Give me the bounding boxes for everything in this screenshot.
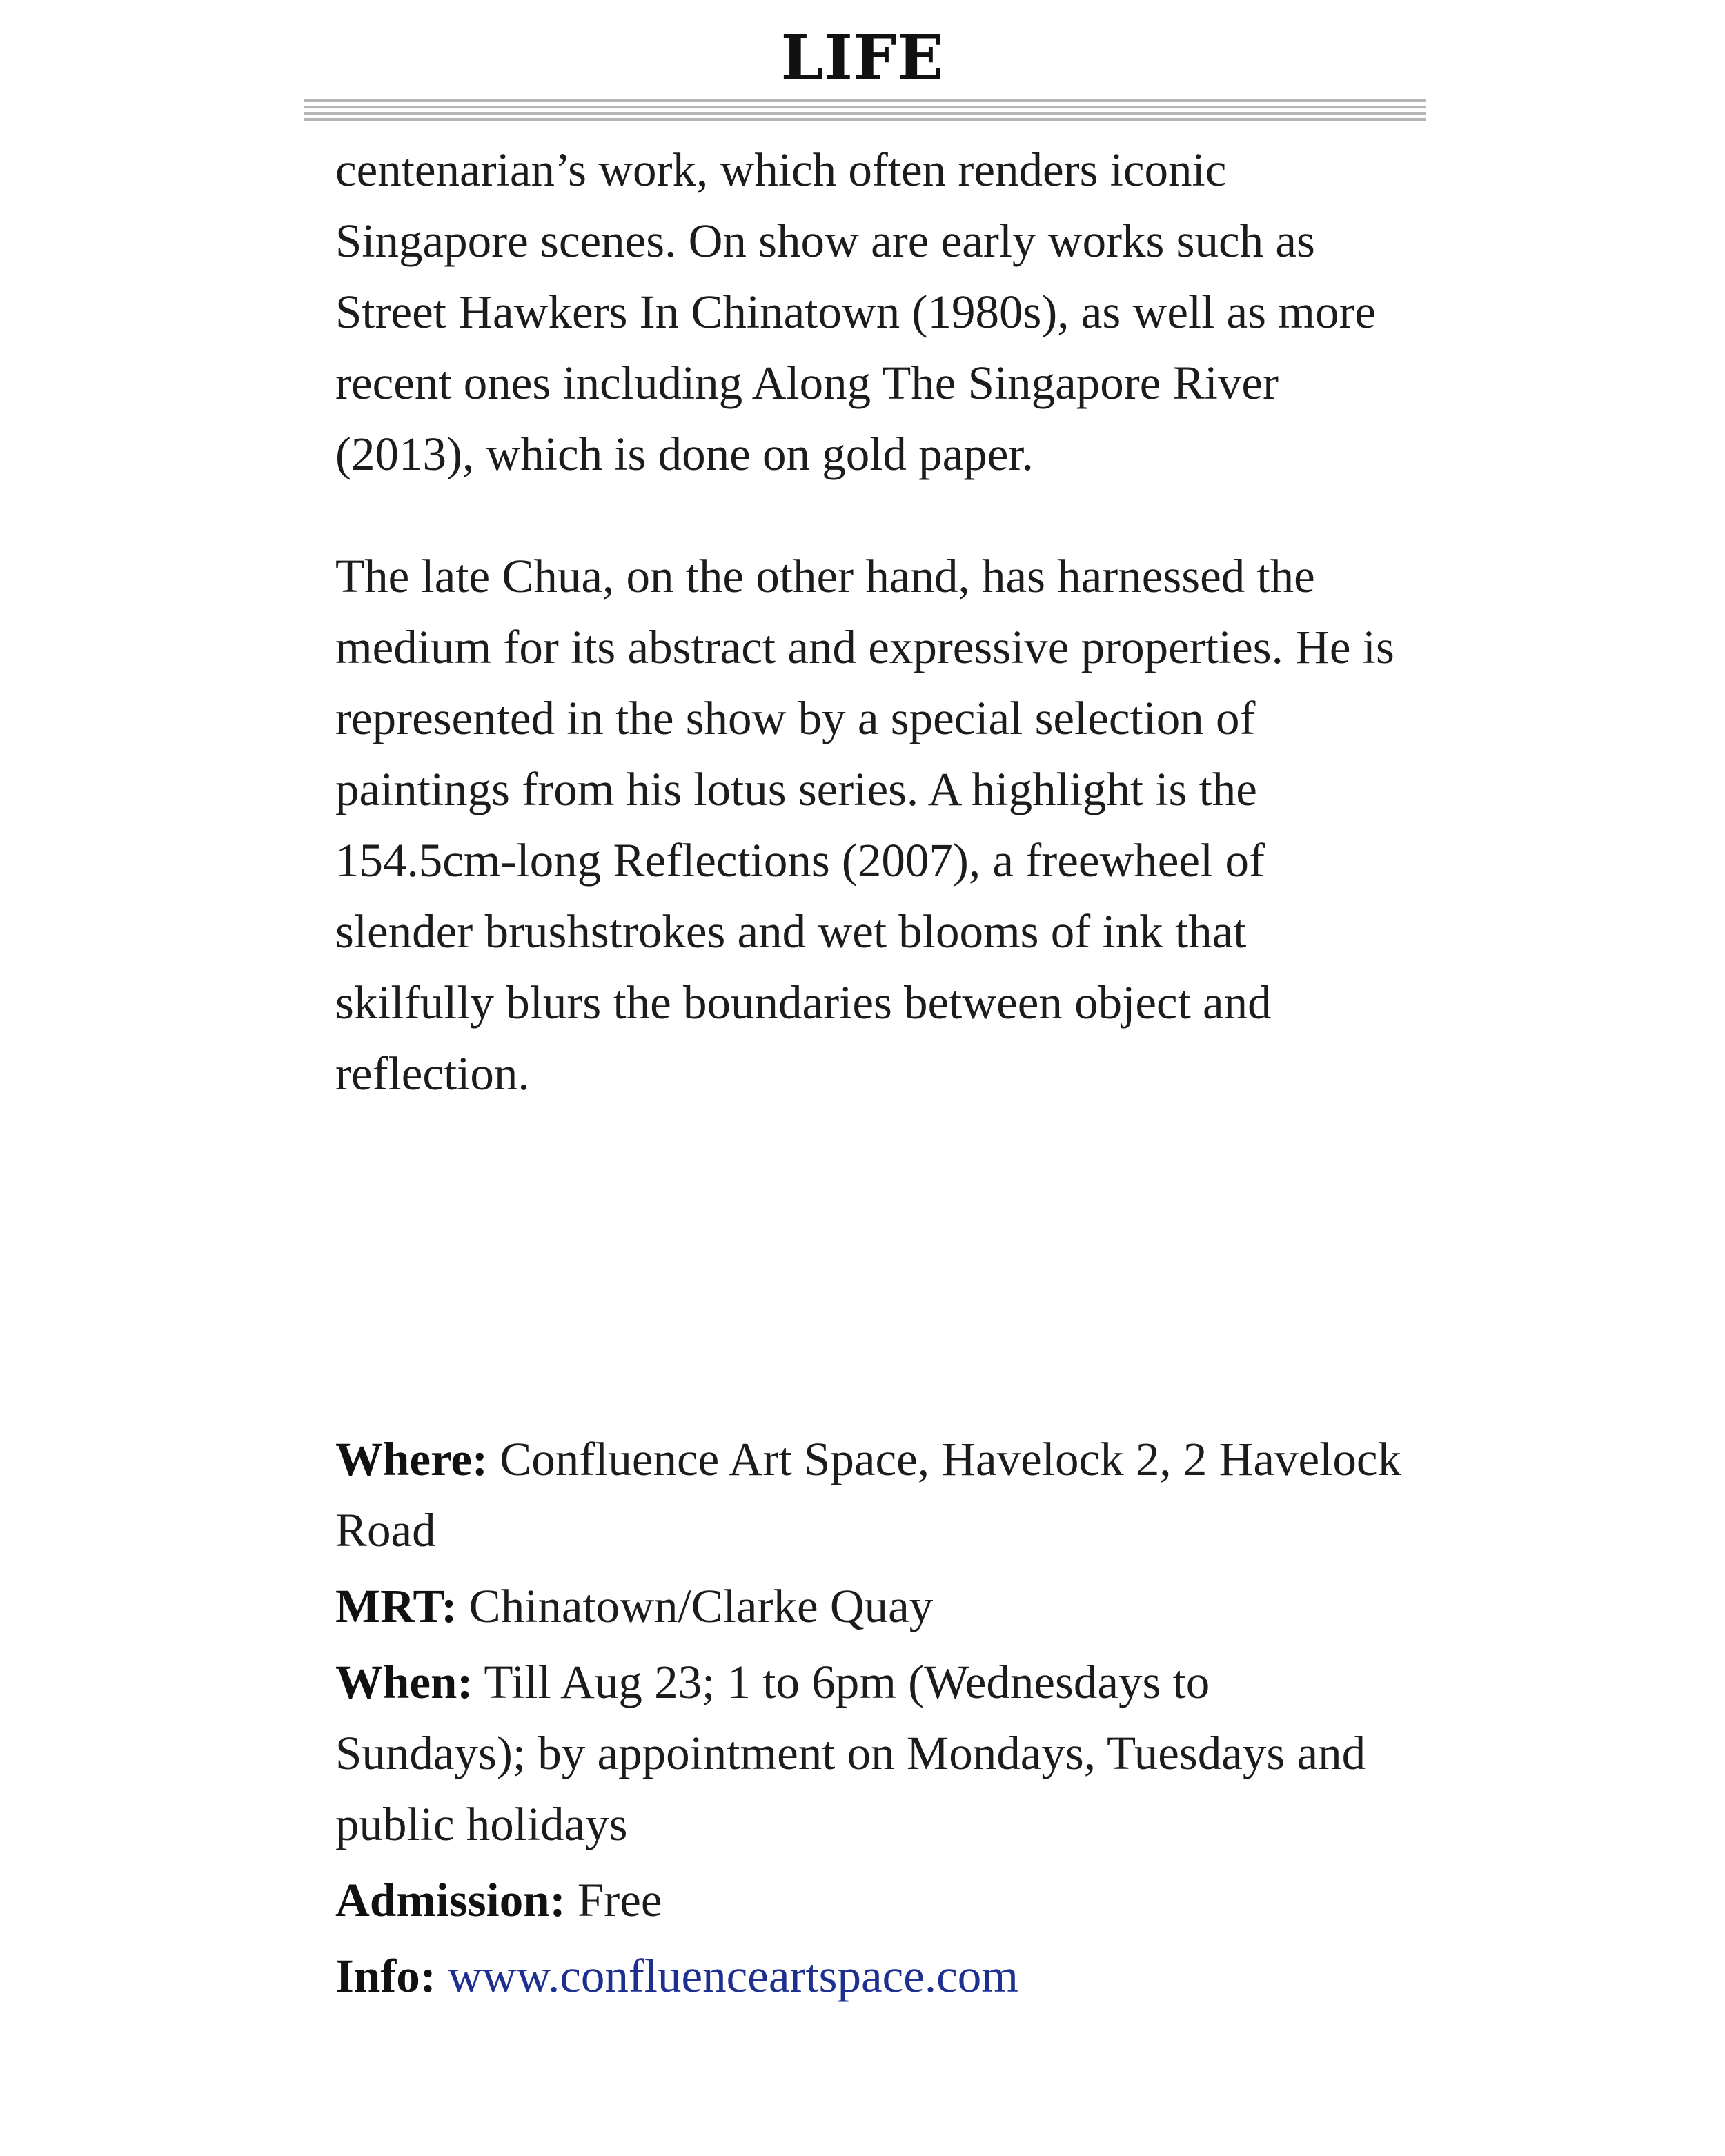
- detail-info: [335, 1941, 1412, 2012]
- detail-info-label: Info:: [335, 1950, 436, 2002]
- event-details: [335, 1424, 1412, 2017]
- detail-when-label: When:: [335, 1656, 473, 1708]
- detail-admission-value: Free: [577, 1874, 662, 1926]
- header-rule-line: [304, 106, 1426, 108]
- detail-where-value: Confluence Art Space, Havelock 2, 2 Havelock Road: [335, 1433, 1401, 1556]
- detail-mrt-value: Chinatown/Clarke Quay: [469, 1580, 934, 1632]
- detail-when: [335, 1647, 1412, 1860]
- detail-mrt: [335, 1571, 1412, 1642]
- detail-where: [335, 1424, 1412, 1566]
- header-divider: [304, 99, 1426, 121]
- article-body: [335, 135, 1412, 1109]
- article-paragraph: The late Chua, on the other hand, has harnessed the medium for its abstract and expressive properties. He is represented in the show by a special selection of paintings from his lotus series. A highlight is the 154.5cm-long Reflections (2007), a freewheel of slender brushstrokes and wet blooms of ink that skilfully blurs the boundaries between object and reflection.: [335, 550, 1394, 1100]
- header-rule-line: [304, 118, 1426, 121]
- detail-admission-label: Admission:: [335, 1874, 566, 1926]
- detail-mrt-label: MRT:: [335, 1580, 457, 1632]
- website-link[interactable]: www.confluenceartspace.com: [447, 1950, 1018, 2002]
- detail-admission: [335, 1865, 1412, 1936]
- header-rule-line: [304, 112, 1426, 115]
- detail-where-label: Where:: [335, 1433, 488, 1485]
- detail-when-value: Till Aug 23; 1 to 6pm (Wednesdays to Sundays); by appointment on Mondays, Tuesdays and public holidays: [335, 1656, 1366, 1850]
- header-rule-line: [304, 99, 1426, 102]
- section-header: [0, 12, 1725, 102]
- section-title: LIFE: [780, 21, 945, 93]
- article-paragraph: centenarian’s work, which often renders iconic Singapore scenes. On show are early works such as Street Hawkers In Chinatown (1980s), as well as more recent ones including Along The Singapore River (2013), which is done on gold paper.: [335, 144, 1377, 480]
